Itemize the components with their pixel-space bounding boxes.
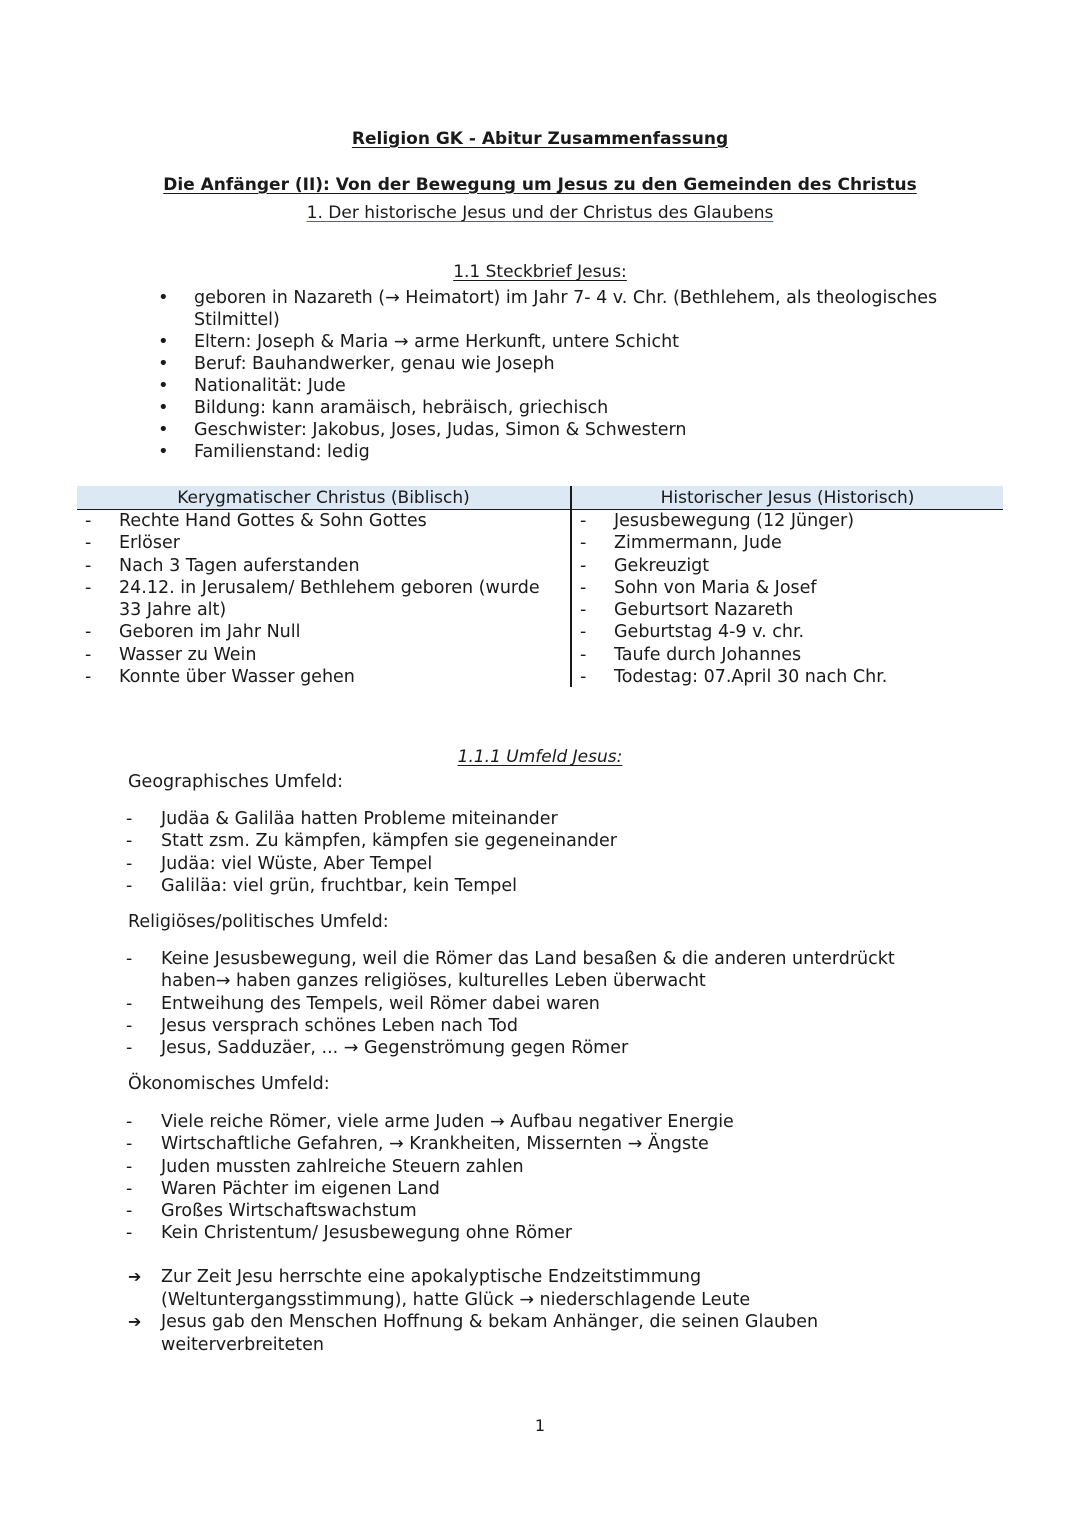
list-item: - Entweihung des Tempels, weil Römer dabei waren <box>120 993 940 1015</box>
conclusion-item: ➔ Jesus gab den Menschen Hoffnung & bekam Anhänger, die seinen Glauben weiterverbreiteten <box>128 1311 948 1356</box>
list-item: - Keine Jesusbewegung, weil die Römer das Land besaßen & die anderen unterdrückt haben→ haben ganzes religiöses, kulturelles Leben überwacht <box>120 948 940 993</box>
list-item: • Nationalität: Jude <box>150 375 950 397</box>
umfeld-heading: 1.1.1 Umfeld Jesus: <box>457 747 623 767</box>
table-cell: - 24.12. in Jerusalem/ Bethlehem geboren (wurde 33 Jahre alt) <box>77 577 547 622</box>
historical-column <box>572 510 992 688</box>
list-item: - Jesus, Sadduzäer, ... → Gegenströmung gegen Römer <box>120 1037 940 1059</box>
list-item: • Familienstand: ledig <box>150 441 950 463</box>
oek-list <box>120 1111 940 1245</box>
table-header-kerygmatic: Kerygmatischer Christus (Biblisch) <box>177 488 470 508</box>
list-item: • geboren in Nazareth (→ Heimatort) im Jahr 7- 4 v. Chr. (Bethlehem, als theologisches Stilmittel) <box>150 287 950 331</box>
table-cell: - Sohn von Maria & Josef <box>572 577 992 599</box>
list-item: • Geschwister: Jakobus, Joses, Judas, Simon & Schwestern <box>150 419 950 441</box>
table-cell: - Geburtstag 4-9 v. chr. <box>572 621 992 643</box>
list-item: - Galiläa: viel grün, fruchtbar, kein Tempel <box>120 875 940 897</box>
table-header-historical: Historischer Jesus (Historisch) <box>660 488 915 508</box>
rel-label: Religiöses/politisches Umfeld: <box>128 912 389 932</box>
list-item: - Jesus versprach schönes Leben nach Tod <box>120 1015 940 1037</box>
list-item: • Beruf: Bauhandwerker, genau wie Joseph <box>150 353 950 375</box>
table-cell: - Jesusbewegung (12 Jünger) <box>572 510 992 532</box>
conclusion-item: ➔ Zur Zeit Jesu herrschte eine apokalyptische Endzeitstimmung (Weltuntergangsstimmung), hatte Glück → niederschlagende Leute <box>128 1266 948 1311</box>
list-item: - Judäa & Galiläa hatten Probleme miteinander <box>120 808 940 830</box>
table-cell: - Rechte Hand Gottes & Sohn Gottes <box>77 510 547 532</box>
steckbrief-list <box>150 287 950 463</box>
oek-label: Ökonomisches Umfeld: <box>128 1074 330 1094</box>
table-cell: - Nach 3 Tagen auferstanden <box>77 555 547 577</box>
steckbrief-heading: 1.1 Steckbrief Jesus: <box>453 262 627 282</box>
table-cell: - Zimmermann, Jude <box>572 532 992 554</box>
list-item: - Judäa: viel Wüste, Aber Tempel <box>120 853 940 875</box>
geo-label: Geographisches Umfeld: <box>128 772 344 792</box>
geo-list <box>120 808 940 897</box>
list-item: - Kein Christentum/ Jesusbewegung ohne Römer <box>120 1222 940 1244</box>
rel-list <box>120 948 940 1059</box>
document-title: Religion GK - Abitur Zusammenfassung <box>351 129 729 149</box>
chapter-heading: Die Anfänger (II): Von der Bewegung um Jesus zu den Gemeinden des Christus <box>163 175 917 195</box>
list-item: - Juden mussten zahlreiche Steuern zahlen <box>120 1156 940 1178</box>
table-cell: - Taufe durch Johannes <box>572 644 992 666</box>
kerygmatic-column <box>77 510 547 688</box>
table-cell: - Geboren im Jahr Null <box>77 621 547 643</box>
table-cell: - Wasser zu Wein <box>77 644 547 666</box>
page-number: 1 <box>534 1416 546 1435</box>
list-item: - Viele reiche Römer, viele arme Juden → Aufbau negativer Energie <box>120 1111 940 1133</box>
list-item: - Waren Pächter im eigenen Land <box>120 1178 940 1200</box>
list-item: - Statt zsm. Zu kämpfen, kämpfen sie gegeneinander <box>120 830 940 852</box>
list-item: - Großes Wirtschaftswachstum <box>120 1200 940 1222</box>
list-item: • Eltern: Joseph & Maria → arme Herkunft, untere Schicht <box>150 331 950 353</box>
table-cell: - Gekreuzigt <box>572 555 992 577</box>
conclusion-list <box>128 1266 948 1356</box>
list-item: • Bildung: kann aramäisch, hebräisch, griechisch <box>150 397 950 419</box>
subchapter-heading: 1. Der historische Jesus und der Christus des Glaubens <box>306 203 774 223</box>
table-cell: - Erlöser <box>77 532 547 554</box>
list-item: - Wirtschaftliche Gefahren, → Krankheiten, Missernten → Ängste <box>120 1133 940 1155</box>
table-cell: - Geburtsort Nazareth <box>572 599 992 621</box>
table-cell: - Todestag: 07.April 30 nach Chr. <box>572 666 992 688</box>
table-cell: - Konnte über Wasser gehen <box>77 666 547 688</box>
